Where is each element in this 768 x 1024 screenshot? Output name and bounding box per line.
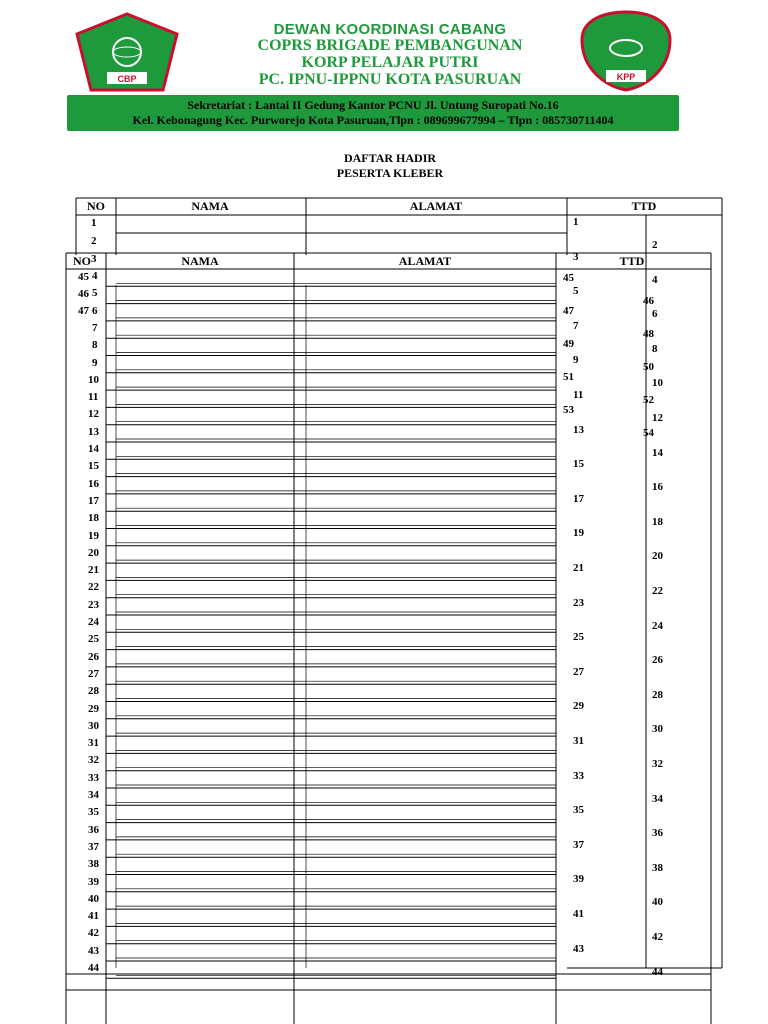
ttd-left-number: 29	[573, 700, 584, 713]
ttd-left-number: 39	[573, 873, 584, 886]
ttd-right-number: 6	[652, 308, 658, 321]
ttd-right-number: 22	[652, 585, 663, 597]
ttd-right-number: 24	[652, 619, 663, 632]
ttd-right-number: 12	[652, 412, 663, 424]
overlap-ttd-right-number: 46	[643, 295, 654, 307]
back-header-no: NO	[87, 199, 105, 213]
overlap-no-number: 47	[78, 305, 89, 317]
ttd-right-number: 18	[652, 515, 663, 528]
front-header-nama: NAMA	[181, 254, 219, 268]
row-number: 29	[88, 702, 99, 715]
ttd-left-number: 15	[573, 458, 584, 471]
overlap-ttd-left-number: 45	[563, 272, 574, 284]
secretariat-line-1: Sekretariat : Lantai II Gedung Kantor PCNU Jl. Untung Suropati No.16	[187, 98, 559, 112]
ttd-right-number: 36	[652, 827, 663, 840]
row-number: 4	[92, 270, 98, 282]
header-line-3: KORP PELAJAR PUTRI	[301, 54, 479, 71]
header-line-4: PC. IPNU-IPPNU KOTA PASURUAN	[258, 71, 522, 88]
row-number: 9	[92, 356, 98, 369]
row-number: 41	[88, 910, 99, 923]
row-number: 22	[88, 581, 99, 594]
back-row-number: 1	[91, 217, 97, 229]
row-number: 17	[88, 494, 99, 507]
row-number: 10	[88, 373, 99, 386]
front-header-alamat: ALAMAT	[398, 254, 452, 268]
row-number: 14	[88, 443, 99, 455]
ttd-left-number: 43	[573, 942, 584, 955]
back-header-nama: NAMA	[191, 199, 229, 213]
overlap-no-number: 45	[78, 271, 89, 283]
ttd-left-number: 33	[573, 769, 584, 782]
ttd-left-number: 3	[573, 250, 579, 263]
row-number: 23	[88, 598, 99, 611]
overlap-ttd-left-number: 53	[563, 404, 574, 416]
row-number: 27	[88, 667, 99, 680]
row-number: 43	[88, 944, 99, 957]
ttd-left-number: 17	[573, 492, 584, 505]
row-number: 21	[88, 564, 99, 577]
document-title: DAFTAR HADIR	[343, 151, 437, 165]
ttd-left-number: 27	[573, 665, 584, 678]
ttd-right-number: 14	[652, 446, 663, 459]
row-number: 25	[88, 633, 99, 646]
row-number: 42	[88, 927, 99, 940]
ttd-left-number: 11	[573, 389, 584, 401]
ttd-left-number: 19	[573, 527, 584, 540]
ttd-left-number: 37	[573, 838, 584, 851]
row-number: 24	[88, 616, 99, 628]
ttd-left-number: 41	[573, 908, 584, 920]
overlap-ttd-right-number: 50	[643, 361, 654, 373]
row-number: 30	[88, 719, 99, 732]
row-number: 40	[88, 892, 99, 905]
ttd-left-number: 23	[573, 596, 584, 609]
ttd-right-number: 16	[652, 481, 663, 494]
header-line-2: COPRS BRIGADE PEMBANGUNAN	[257, 37, 523, 54]
ttd-right-number: 42	[652, 931, 663, 943]
row-number: 13	[88, 425, 99, 438]
secretariat-line-2: Kel. Kebonagung Kec. Purworejo Kota Pasuruan,Tlpn : 089699677994 – Tlpn : 085730711404	[132, 113, 614, 127]
row-number: 31	[88, 737, 99, 750]
row-number: 16	[88, 477, 99, 490]
row-number: 7	[92, 321, 98, 334]
ttd-left-number: 13	[573, 423, 584, 436]
ttd-left-number: 31	[573, 735, 584, 747]
ttd-left-number: 7	[573, 319, 579, 332]
left-logo-text: CBP	[117, 74, 137, 84]
row-number: 6	[92, 304, 98, 317]
ttd-right-number: 2	[652, 239, 658, 251]
row-number: 38	[88, 858, 99, 871]
overlap-ttd-left-number: 51	[563, 371, 574, 383]
row-number: 12	[88, 408, 99, 421]
overlap-no-number: 46	[78, 288, 89, 300]
ttd-right-number: 40	[652, 896, 663, 909]
overlap-ttd-right-number: 52	[643, 394, 654, 406]
row-number: 20	[88, 546, 99, 559]
row-number: 39	[88, 875, 99, 888]
row-number: 15	[88, 460, 99, 473]
row-number: 37	[88, 840, 99, 853]
ttd-left-number: 5	[573, 285, 579, 298]
ttd-right-number: 28	[652, 688, 663, 701]
overlap-ttd-left-number: 49	[563, 338, 574, 350]
overlap-ttd-right-number: 54	[643, 427, 654, 439]
ttd-left-number: 9	[573, 354, 579, 367]
ttd-right-number: 38	[652, 861, 663, 874]
row-number: 32	[88, 754, 99, 767]
ttd-right-number: 26	[652, 654, 663, 667]
back-row-number: 2	[91, 235, 97, 247]
row-number: 34	[88, 789, 99, 801]
ttd-right-number: 8	[652, 342, 658, 355]
overlap-ttd-right-number: 48	[643, 328, 654, 340]
back-header-ttd: TTD	[631, 199, 657, 213]
front-header-no: NO	[73, 254, 91, 268]
ttd-left-number: 1	[573, 216, 579, 228]
ttd-right-number: 44	[652, 965, 663, 978]
ttd-left-number: 21	[573, 562, 584, 574]
back-header-alamat: ALAMAT	[409, 199, 463, 213]
ttd-right-number: 20	[652, 550, 663, 563]
ttd-left-number: 25	[573, 631, 584, 644]
front-header-ttd: TTD	[619, 254, 645, 268]
row-number: 11	[88, 391, 99, 404]
back-row-number: 3	[91, 253, 97, 265]
row-number: 28	[88, 685, 99, 698]
row-number: 18	[88, 512, 99, 525]
ttd-right-number: 30	[652, 723, 663, 736]
header-line-1: DEWAN KOORDINASI CABANG	[273, 21, 507, 38]
ttd-right-number: 32	[652, 758, 663, 770]
row-number: 5	[92, 287, 98, 300]
ttd-right-number: 10	[652, 377, 663, 390]
overlap-ttd-left-number: 47	[563, 305, 574, 317]
row-number: 33	[88, 771, 99, 784]
right-logo-text: KPP	[616, 72, 636, 82]
row-number: 35	[88, 806, 99, 819]
row-number: 36	[88, 823, 99, 836]
ttd-left-number: 35	[573, 804, 584, 817]
ttd-right-number: 34	[652, 792, 663, 805]
ttd-right-number: 4	[652, 273, 658, 286]
row-number: 8	[92, 339, 98, 352]
row-number: 19	[88, 529, 99, 542]
document-subtitle: PESERTA KLEBER	[336, 166, 444, 180]
row-number: 26	[88, 650, 99, 663]
row-number: 44	[88, 962, 99, 974]
